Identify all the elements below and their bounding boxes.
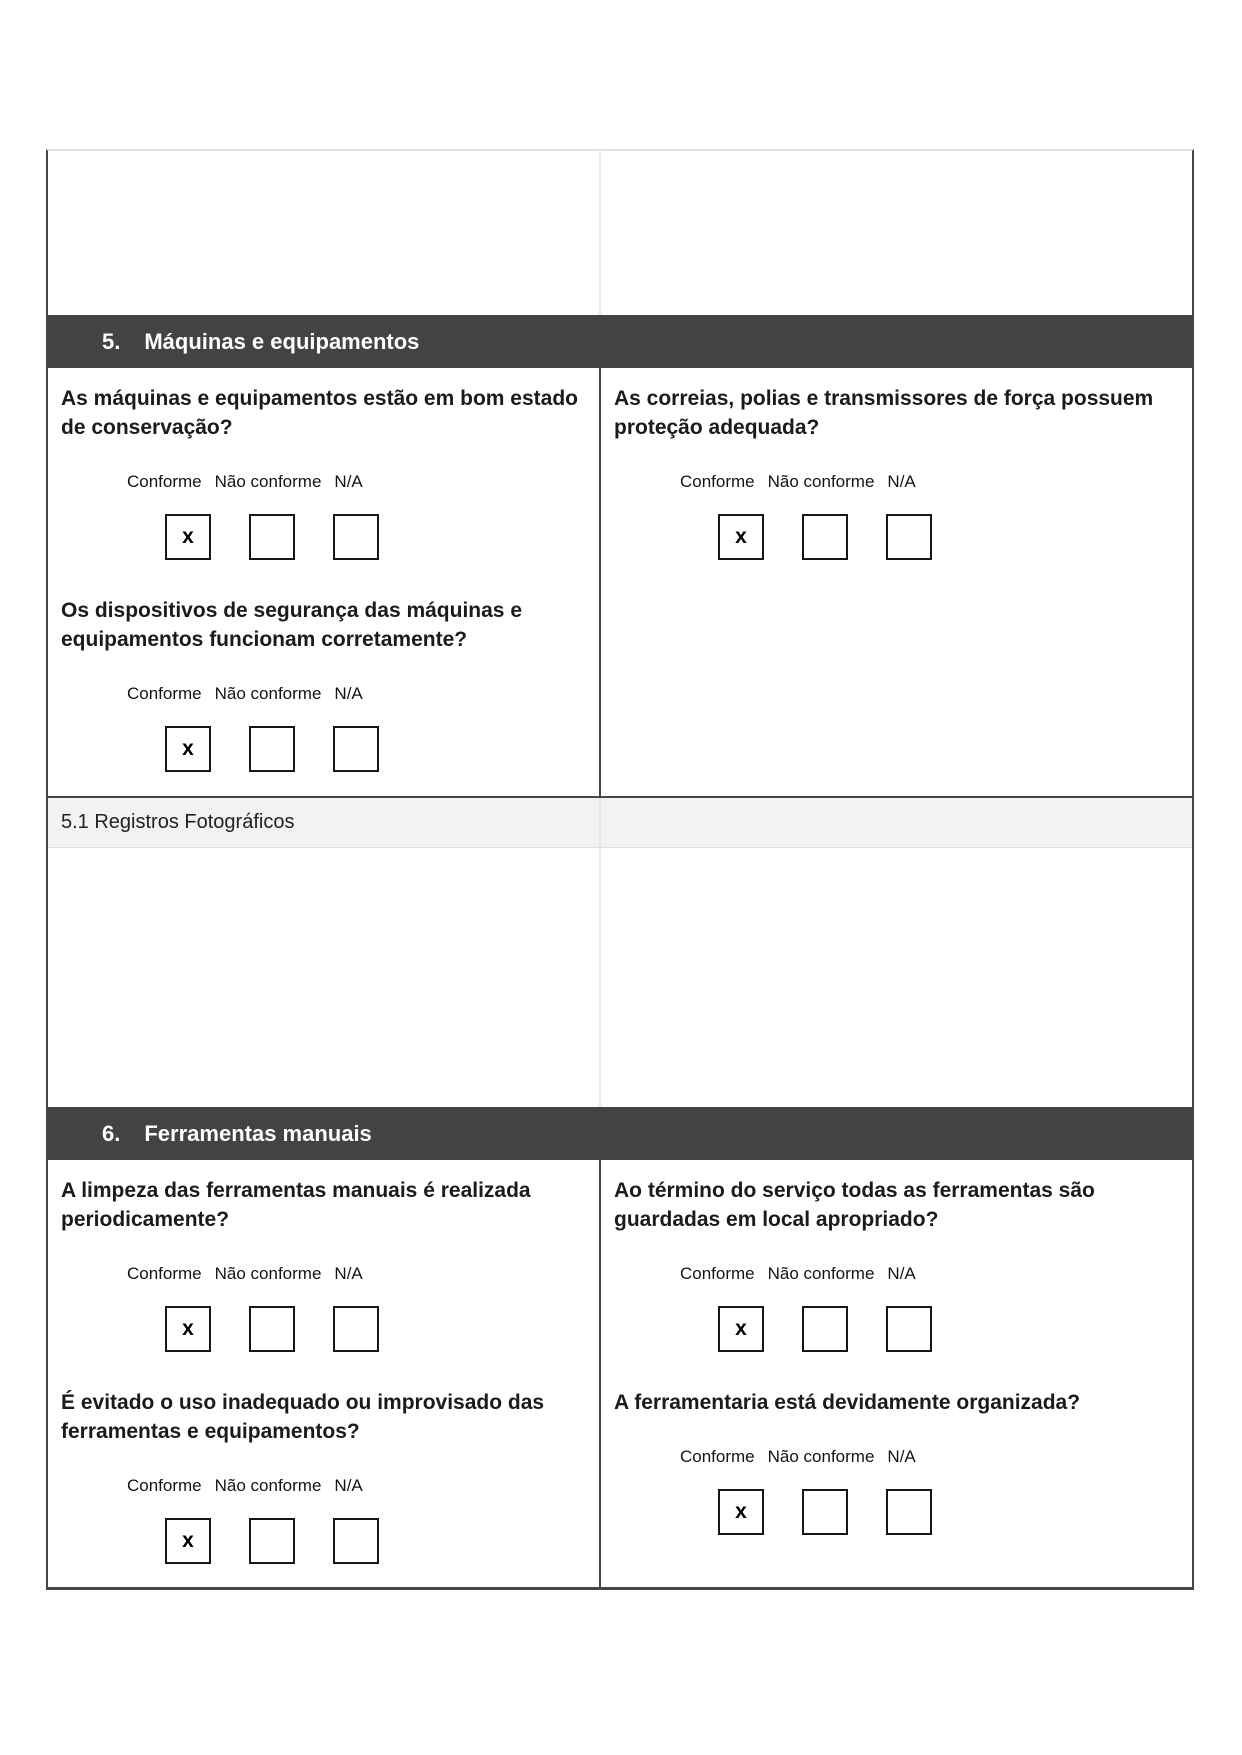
checkbox-nao-conforme[interactable] [249, 514, 295, 560]
section-number: 6. [102, 1120, 121, 1146]
empty-cell [48, 848, 601, 1107]
option-label-nao-conforme: Não conforme [214, 1476, 322, 1495]
option-label-na: N/A [887, 1264, 916, 1283]
option-label-na: N/A [334, 684, 363, 703]
section-6-left-cell [48, 1160, 601, 1587]
section-number: 5. [102, 328, 121, 354]
checkbox-conforme[interactable] [718, 514, 764, 560]
checkbox-conforme[interactable] [718, 1306, 764, 1352]
option-labels [680, 1447, 1178, 1467]
subsection-title: 5.1 Registros Fotográficos [61, 811, 295, 833]
checkbox-nao-conforme[interactable] [802, 1489, 848, 1535]
option-label-nao-conforme: Não conforme [767, 1264, 875, 1283]
section-5-right-cell [601, 368, 1192, 796]
section-title: Ferramentas manuais [144, 1120, 372, 1146]
checkbox-x-mark: x [182, 1317, 194, 1340]
checkbox-na[interactable] [333, 514, 379, 560]
checkbox-group [718, 1489, 1178, 1535]
question-block-machines-conservation [61, 384, 585, 560]
option-label-conforme: Conforme [680, 472, 755, 491]
empty-cell [601, 151, 1192, 315]
checkbox-conforme[interactable] [165, 514, 211, 560]
empty-row [48, 151, 1192, 315]
empty-cell [48, 151, 601, 315]
checkbox-nao-conforme[interactable] [249, 1306, 295, 1352]
section-6-header [48, 1107, 1192, 1160]
option-labels [680, 1264, 1178, 1284]
checkbox-conforme[interactable] [165, 1518, 211, 1564]
empty-cell [601, 848, 1192, 1107]
subsection-title-cell [48, 798, 601, 847]
question-block-tool-cleaning [61, 1176, 585, 1352]
option-label-conforme: Conforme [680, 1264, 755, 1283]
question-text: As máquinas e equipamentos estão em bom estado de conservação? [61, 387, 578, 439]
option-label-conforme: Conforme [127, 1476, 202, 1495]
section-title: Máquinas e equipamentos [144, 328, 420, 354]
section-6-questions-row [48, 1160, 1192, 1587]
option-labels [127, 684, 585, 704]
checkbox-group [165, 1518, 585, 1564]
section-5-questions-row [48, 368, 1192, 796]
checkbox-na[interactable] [886, 1489, 932, 1535]
checkbox-nao-conforme[interactable] [249, 1518, 295, 1564]
option-label-na: N/A [334, 1476, 363, 1495]
option-label-nao-conforme: Não conforme [214, 472, 322, 491]
option-labels [127, 472, 585, 492]
checkbox-group [165, 514, 585, 560]
checkbox-x-mark: x [182, 525, 194, 548]
checklist-table [46, 149, 1194, 1590]
checkbox-na[interactable] [333, 1306, 379, 1352]
subsection-5-1-row [48, 796, 1192, 848]
option-label-na: N/A [887, 1447, 916, 1466]
checkbox-conforme[interactable] [165, 726, 211, 772]
checkbox-x-mark: x [735, 1317, 747, 1340]
checkbox-group [718, 1306, 1178, 1352]
checkbox-nao-conforme[interactable] [802, 514, 848, 560]
checkbox-na[interactable] [886, 1306, 932, 1352]
option-label-conforme: Conforme [127, 684, 202, 703]
option-labels [127, 1264, 585, 1284]
section-6-right-cell [601, 1160, 1192, 1587]
question-text: A limpeza das ferramentas manuais é realizada periodicamente? [61, 1179, 531, 1231]
checkbox-nao-conforme[interactable] [802, 1306, 848, 1352]
option-label-na: N/A [334, 472, 363, 491]
question-block-improper-use [61, 1388, 585, 1564]
option-label-conforme: Conforme [127, 472, 202, 491]
option-label-nao-conforme: Não conforme [767, 472, 875, 491]
question-text: A ferramentaria está devidamente organizada? [614, 1391, 1081, 1414]
question-text: É evitado o uso inadequado ou improvisado das ferramentas e equipamentos? [61, 1391, 545, 1443]
option-label-na: N/A [887, 472, 916, 491]
photo-records-empty-row [48, 848, 1192, 1107]
option-label-conforme: Conforme [127, 1264, 202, 1283]
option-labels [127, 1476, 585, 1496]
checkbox-na[interactable] [333, 726, 379, 772]
option-label-conforme: Conforme [680, 1447, 755, 1466]
option-label-na: N/A [334, 1264, 363, 1283]
checkbox-group [165, 726, 585, 772]
checkbox-x-mark: x [735, 525, 747, 548]
section-5-left-cell [48, 368, 601, 796]
question-text: Ao término do serviço todas as ferramentas são guardadas em local apropriado? [614, 1179, 1095, 1231]
question-block-safety-devices [61, 596, 585, 772]
checkbox-conforme[interactable] [718, 1489, 764, 1535]
option-label-nao-conforme: Não conforme [214, 684, 322, 703]
checkbox-na[interactable] [886, 514, 932, 560]
checkbox-conforme[interactable] [165, 1306, 211, 1352]
question-block-tools-stored [614, 1176, 1178, 1352]
checkbox-na[interactable] [333, 1518, 379, 1564]
option-label-nao-conforme: Não conforme [767, 1447, 875, 1466]
question-block-toolroom-organized [614, 1388, 1178, 1535]
option-label-nao-conforme: Não conforme [214, 1264, 322, 1283]
checkbox-group [718, 514, 1178, 560]
question-text: Os dispositivos de segurança das máquinas e equipamentos funcionam corretamente? [61, 599, 522, 651]
question-block-belts-pulleys [614, 384, 1178, 560]
checkbox-x-mark: x [182, 737, 194, 760]
checkbox-group [165, 1306, 585, 1352]
checkbox-x-mark: x [735, 1500, 747, 1523]
option-labels [680, 472, 1178, 492]
checkbox-x-mark: x [182, 1529, 194, 1552]
checkbox-nao-conforme[interactable] [249, 726, 295, 772]
section-5-header [48, 315, 1192, 368]
question-text: As correias, polias e transmissores de força possuem proteção adequada? [614, 387, 1154, 439]
